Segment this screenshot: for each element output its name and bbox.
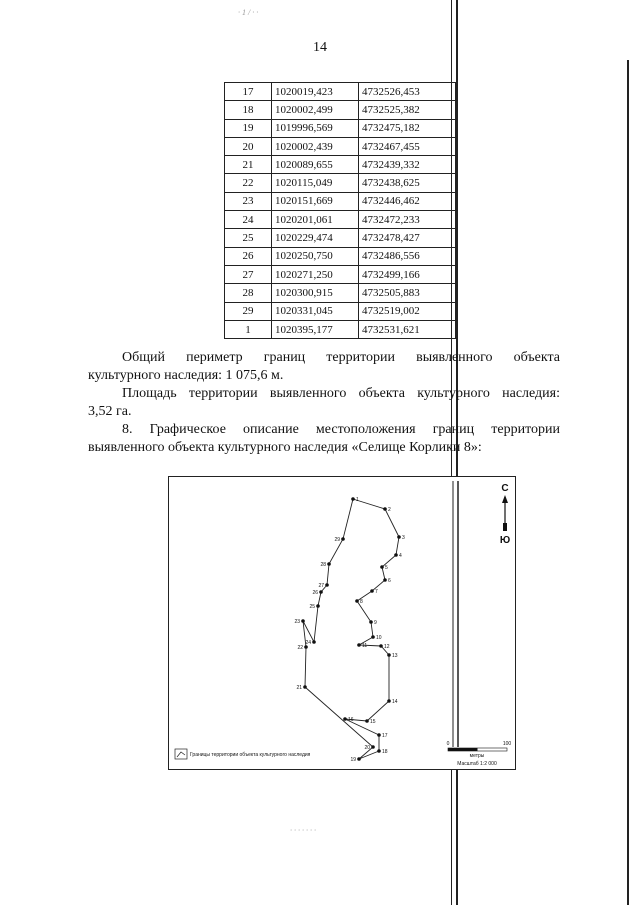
boundary-point-label: 28	[320, 562, 326, 568]
table-row	[225, 83, 456, 101]
boundary-point-label: 5	[385, 565, 388, 571]
x-coordinate-cell: 1020002,499	[272, 101, 359, 119]
boundary-point-label: 19	[350, 757, 356, 763]
scan-mark-bottom: · · · · · · ·	[290, 826, 316, 835]
table-row	[225, 137, 456, 155]
boundary-point-label: 4	[399, 553, 402, 559]
scale-bar	[447, 741, 512, 767]
boundary-point	[316, 604, 320, 608]
south-label: Ю	[499, 535, 511, 546]
boundary-point-label: 23	[294, 619, 300, 625]
graphic-line-2: выявленного объекта культурного наследия «Селище Корлики 8»:	[88, 440, 482, 455]
table-row	[225, 320, 456, 338]
table-row	[225, 265, 456, 283]
boundary-point	[343, 717, 347, 721]
x-coordinate-cell: 1020300,915	[272, 284, 359, 302]
boundary-point	[357, 643, 361, 647]
boundary-point	[312, 640, 316, 644]
boundary-point	[355, 599, 359, 603]
point-number-cell: 28	[225, 284, 272, 302]
boundary-point-label: 3	[402, 535, 405, 541]
boundary-point-label: 12	[384, 644, 390, 650]
graphic-line-1: 8. Графическое описание местоположения границ территории	[122, 422, 560, 437]
point-number-cell: 25	[225, 229, 272, 247]
y-coordinate-cell: 4732446,462	[359, 192, 456, 210]
point-number-cell: 18	[225, 101, 272, 119]
boundary-point-label: 14	[392, 699, 398, 705]
y-coordinate-cell: 4732499,166	[359, 265, 456, 283]
point-number-cell: 17	[225, 83, 272, 101]
boundary-point-label: 29	[334, 537, 340, 543]
y-coordinate-cell: 4732526,453	[359, 83, 456, 101]
boundary-point	[341, 537, 345, 541]
y-coordinate-cell: 4732525,382	[359, 101, 456, 119]
x-coordinate-cell: 1020331,045	[272, 302, 359, 320]
boundary-point-label: 20	[364, 745, 370, 751]
map-legend	[175, 749, 311, 759]
boundary-point-label: 8	[360, 599, 363, 605]
boundary-point	[303, 685, 307, 689]
boundary-point-label: 10	[376, 635, 382, 641]
y-coordinate-cell: 4732467,455	[359, 137, 456, 155]
x-coordinate-cell: 1020151,669	[272, 192, 359, 210]
legend-symbol-icon	[175, 749, 187, 759]
point-number-cell: 21	[225, 156, 272, 174]
north-arrow-icon	[500, 483, 510, 546]
scale-end: 100	[502, 741, 512, 747]
y-coordinate-cell: 4732439,332	[359, 156, 456, 174]
boundary-point-label: 24	[305, 640, 311, 646]
boundary-point	[397, 535, 401, 539]
boundary-point-label: 11	[362, 643, 368, 649]
boundary-point	[325, 583, 329, 587]
perimeter-paragraph	[88, 349, 560, 385]
x-coordinate-cell: 1020395,177	[272, 320, 359, 338]
boundary-point-label: 6	[388, 578, 391, 584]
x-coordinate-cell: 1020115,049	[272, 174, 359, 192]
boundary-point-label: 16	[348, 717, 354, 723]
perimeter-line-2: культурного наследия: 1 075,6 м.	[88, 368, 284, 383]
boundary-point	[394, 553, 398, 557]
table-row	[225, 192, 456, 210]
boundary-point-label: 25	[309, 604, 315, 610]
boundary-map	[168, 476, 516, 770]
table-row	[225, 229, 456, 247]
boundary-points	[294, 497, 405, 763]
point-number-cell: 22	[225, 174, 272, 192]
boundary-point	[371, 635, 375, 639]
boundary-point	[369, 620, 373, 624]
boundary-point	[351, 497, 355, 501]
scan-mark-top: · 1 / · ·	[238, 8, 259, 17]
boundary-point-label: 1	[356, 497, 359, 503]
scale-unit: метры	[469, 753, 485, 759]
boundary-map-svg	[169, 477, 517, 771]
boundary-point	[379, 644, 383, 648]
boundary-point	[371, 745, 375, 749]
point-number-cell: 26	[225, 247, 272, 265]
boundary-point	[377, 749, 381, 753]
boundary-point	[380, 565, 384, 569]
point-number-cell: 23	[225, 192, 272, 210]
x-coordinate-cell: 1020002,439	[272, 137, 359, 155]
boundary-point-label: 9	[374, 620, 377, 626]
area-line-1: Площадь территории выявленного объекта культурного наследия:	[122, 386, 560, 401]
point-number-cell: 1	[225, 320, 272, 338]
scan-edge-right	[627, 60, 629, 905]
y-coordinate-cell: 4732478,427	[359, 229, 456, 247]
perimeter-line-1: Общий периметр границ территории выявленного объекта	[122, 350, 560, 365]
table-row	[225, 211, 456, 229]
boundary-point-label: 17	[382, 733, 388, 739]
x-coordinate-cell: 1020201,061	[272, 211, 359, 229]
scale-ratio: Масштаб 1:2 000	[457, 761, 497, 767]
legend-text: Границы территории объекта культурного наследия	[190, 752, 311, 758]
scale-start: 0	[446, 741, 450, 747]
point-number-cell: 19	[225, 119, 272, 137]
boundary-point	[327, 562, 331, 566]
boundary-point	[377, 733, 381, 737]
area-paragraph	[88, 385, 560, 421]
boundary-point	[387, 653, 391, 657]
point-number-cell: 27	[225, 265, 272, 283]
x-coordinate-cell: 1020271,250	[272, 265, 359, 283]
table-row	[225, 119, 456, 137]
table-row	[225, 174, 456, 192]
y-coordinate-cell: 4732519,002	[359, 302, 456, 320]
y-coordinate-cell: 4732438,625	[359, 174, 456, 192]
point-number-cell: 29	[225, 302, 272, 320]
graphic-paragraph	[88, 421, 560, 457]
y-coordinate-cell: 4732475,182	[359, 119, 456, 137]
boundary-point-label: 18	[382, 749, 388, 755]
table-row	[225, 302, 456, 320]
boundary-point-label: 2	[388, 507, 391, 513]
table-row	[225, 247, 456, 265]
x-coordinate-cell: 1020089,655	[272, 156, 359, 174]
y-coordinate-cell: 4732505,883	[359, 284, 456, 302]
x-coordinate-cell: 1020019,423	[272, 83, 359, 101]
y-coordinate-cell: 4732486,556	[359, 247, 456, 265]
area-line-2: 3,52 га.	[88, 404, 132, 419]
page-number: 14	[313, 40, 327, 55]
boundary-point	[365, 719, 369, 723]
boundary-point-label: 13	[392, 653, 398, 659]
boundary-point	[383, 578, 387, 582]
x-coordinate-cell: 1020229,474	[272, 229, 359, 247]
north-label: С	[501, 483, 509, 494]
boundary-point	[301, 619, 305, 623]
boundary-point-label: 7	[375, 589, 378, 595]
boundary-point	[319, 590, 323, 594]
boundary-point-label: 22	[297, 645, 303, 651]
y-coordinate-cell: 4732531,621	[359, 320, 456, 338]
boundary-point	[383, 507, 387, 511]
point-number-cell: 20	[225, 137, 272, 155]
boundary-point	[387, 699, 391, 703]
boundary-point-label: 26	[312, 590, 318, 596]
table-row	[225, 284, 456, 302]
boundary-point-label: 27	[318, 583, 324, 589]
y-coordinate-cell: 4732472,233	[359, 211, 456, 229]
point-number-cell: 24	[225, 211, 272, 229]
boundary-point-label: 21	[296, 685, 302, 691]
x-coordinate-cell: 1020250,750	[272, 247, 359, 265]
boundary-point	[370, 589, 374, 593]
table-row	[225, 101, 456, 119]
coordinates-table	[224, 82, 456, 339]
boundary-point	[357, 757, 361, 761]
boundary-point-label: 15	[370, 719, 376, 725]
x-coordinate-cell: 1019996,569	[272, 119, 359, 137]
table-row	[225, 156, 456, 174]
